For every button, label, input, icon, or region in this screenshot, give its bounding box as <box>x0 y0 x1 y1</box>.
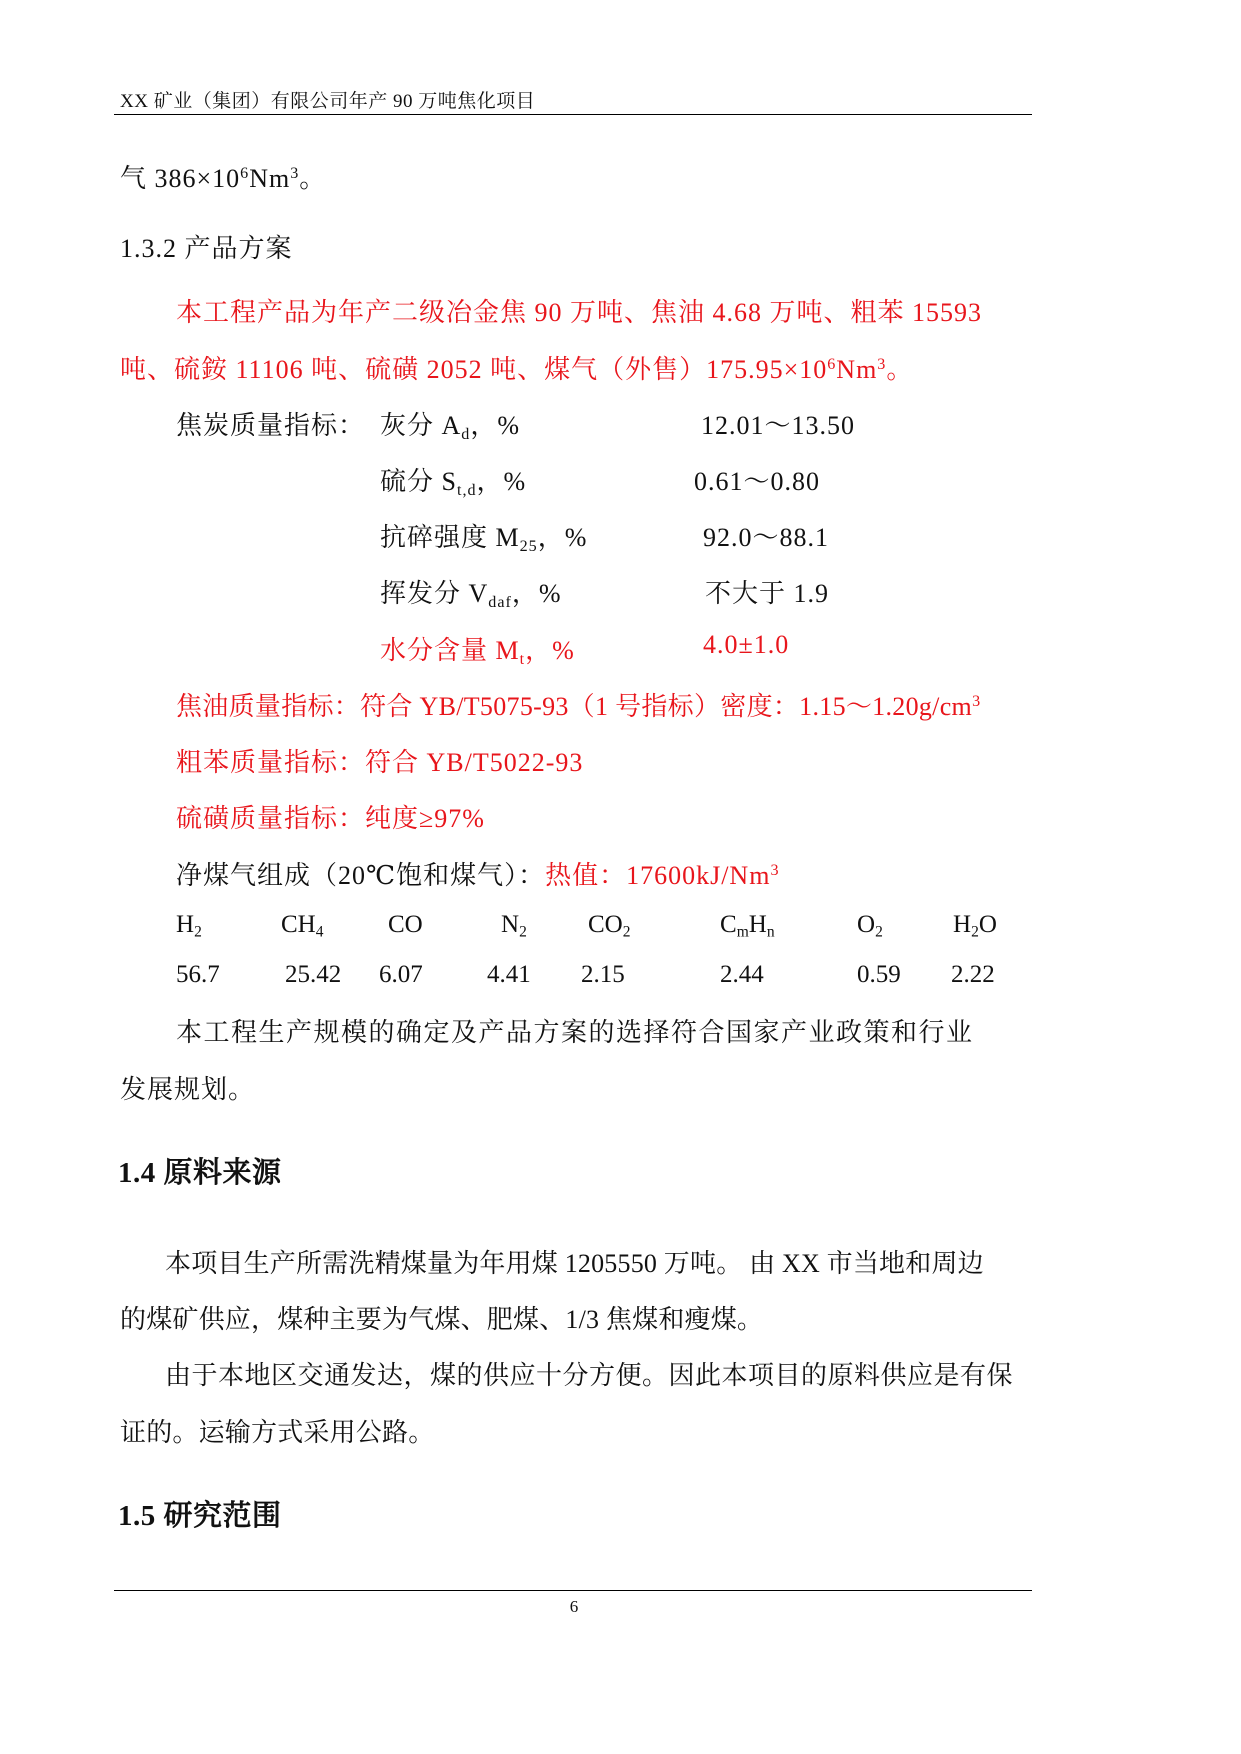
component-base: O <box>857 911 876 938</box>
gas-value-co: 6.07 <box>379 961 423 988</box>
component-sub: m <box>736 923 749 941</box>
raw-material-line-2: 的煤矿供应，煤种主要为气煤、肥煤、1/3 焦煤和瘦煤。 <box>120 1305 764 1334</box>
products-line-2 <box>120 349 913 386</box>
gas-value-cmhn: 2.44 <box>720 961 764 988</box>
component-sub: 2 <box>194 923 202 941</box>
gas-heat-text: 热值：17600kJ/Nm <box>545 861 771 890</box>
coke-row-sub: d <box>461 425 471 443</box>
sulfur-quality: 硫磺质量指标：纯度≥97% <box>176 804 485 833</box>
gas-value-h2o: 2.22 <box>951 961 995 988</box>
intro-line <box>120 158 326 195</box>
coke-row-unit: ，% <box>470 411 521 440</box>
coke-row-name-text: 抗碎强度 M <box>380 523 520 552</box>
products-exp: 6 <box>827 356 837 374</box>
gas-value-o2: 0.59 <box>857 961 901 988</box>
intro-text: 气 386×10 <box>120 164 241 193</box>
raw-material-line-4: 证的。运输方式采用公路。 <box>120 1418 435 1447</box>
gas-value-h2: 56.7 <box>176 961 220 988</box>
coke-row-sub: 25 <box>519 537 538 555</box>
coke-row-strength-value: 92.0～88.1 <box>703 523 830 552</box>
coke-row-sub: daf <box>488 593 512 611</box>
component-tail: O <box>978 911 997 938</box>
coke-row-moisture-name <box>380 630 575 667</box>
section-1-5-title: 1.5 研究范围 <box>118 1500 282 1532</box>
tar-quality <box>176 686 980 723</box>
component-base: C <box>720 911 737 938</box>
section-1-4-title: 1.4 原料来源 <box>118 1157 282 1189</box>
coke-row-volatile-name <box>380 573 562 610</box>
coke-row-name-text: 挥发分 V <box>380 579 489 608</box>
coke-row-strength-name <box>380 517 587 554</box>
intro-unit: Nm <box>249 164 291 193</box>
coke-row-unit: ，% <box>525 636 575 665</box>
coke-row-volatile-value: 不大于 1.9 <box>705 579 830 608</box>
gas-component-co2 <box>588 911 630 939</box>
gas-component-co <box>388 911 423 939</box>
section-1-3-2-title: 1.3.2 产品方案 <box>120 234 293 263</box>
benzene-quality: 粗苯质量指标：符合 YB/T5022-93 <box>176 748 584 777</box>
coke-quality-label: 焦炭质量指标： <box>176 411 366 440</box>
intro-suffix: 。 <box>299 164 327 193</box>
coke-row-name-text: 水分含量 M <box>380 636 520 665</box>
gas-value-ch4: 25.42 <box>285 961 342 988</box>
component-sub: 2 <box>875 923 883 941</box>
coke-row-sub: t <box>519 650 526 668</box>
gas-composition-line <box>176 855 780 892</box>
component-base: CO <box>388 911 423 938</box>
intro-exp2: 3 <box>290 165 300 183</box>
coke-row-name-text: 灰分 A <box>380 411 462 440</box>
gas-component-ch4 <box>281 911 323 939</box>
coke-row-unit: ，% <box>511 579 562 608</box>
coke-row-unit: ，% <box>537 523 588 552</box>
intro-exp: 6 <box>240 165 250 183</box>
gas-component-n2 <box>501 911 527 939</box>
gas-component-o2 <box>857 911 883 939</box>
products-suffix: 。 <box>886 355 914 384</box>
gas-heat-sup: 3 <box>770 862 780 880</box>
component-base: N <box>501 911 520 938</box>
component-sub: 4 <box>315 923 324 941</box>
gas-value-co2: 2.15 <box>581 961 625 988</box>
gas-composition-label: 净煤气组成（20℃饱和煤气）： <box>176 861 546 890</box>
coke-row-sub: t,d <box>456 481 477 499</box>
tar-quality-sup: 3 <box>972 693 981 711</box>
gas-heat-value <box>545 861 779 890</box>
coke-row-sulfur-name <box>380 461 526 498</box>
component-base: CH <box>281 911 316 938</box>
footer-rule <box>114 1590 1032 1591</box>
component-sub: 2 <box>519 923 527 941</box>
component-sub: 2 <box>622 923 631 941</box>
scale-paragraph-line-1: 本工程生产规模的确定及产品方案的选择符合国家产业政策和行业 <box>176 1018 974 1047</box>
raw-material-line-1: 本项目生产所需洗精煤量为年用煤 1205550 万吨。 由 XX 市当地和周边 <box>165 1249 984 1278</box>
coke-row-ash-name <box>380 405 520 442</box>
coke-row-unit: ，% <box>476 467 527 496</box>
running-header: XX 矿业（集团）有限公司年产 90 万吨焦化项目 <box>120 91 536 112</box>
gas-component-cmhn <box>720 911 775 939</box>
products-text: 吨、硫銨 11106 吨、硫磺 2052 吨、煤气（外售）175.95×10 <box>120 355 828 384</box>
header-rule <box>114 114 1032 115</box>
gas-component-h2o <box>953 911 997 939</box>
component-sub: n <box>766 923 775 941</box>
products-line-1: 本工程产品为年产二级冶金焦 90 万吨、焦油 4.68 万吨、粗苯 15593 <box>176 298 983 327</box>
products-exp2: 3 <box>877 356 887 374</box>
gas-value-n2: 4.41 <box>487 961 531 988</box>
products-unit: Nm <box>836 355 878 384</box>
coke-row-name-text: 硫分 S <box>380 467 457 496</box>
coke-row-sulfur-value: 0.61～0.80 <box>694 467 821 496</box>
component-base: H <box>176 911 195 938</box>
coke-row-ash-value: 12.01～13.50 <box>701 411 856 440</box>
gas-component-h2 <box>176 911 202 939</box>
coke-row-moisture-value: 4.0±1.0 <box>703 630 790 659</box>
component-sub: 2 <box>971 923 979 941</box>
scale-paragraph-line-2: 发展规划。 <box>120 1075 256 1104</box>
raw-material-line-3: 由于本地区交通发达，煤的供应十分方便。因此本项目的原料供应是有保 <box>165 1361 1014 1390</box>
tar-quality-text: 焦油质量指标：符合 YB/T5075-93（1 号指标）密度：1.15～1.20g/cm <box>176 692 973 721</box>
page-number: 6 <box>569 1597 579 1616</box>
component-base: H <box>953 911 972 938</box>
component-base: CO <box>588 911 623 938</box>
component-tail: H <box>748 911 767 938</box>
